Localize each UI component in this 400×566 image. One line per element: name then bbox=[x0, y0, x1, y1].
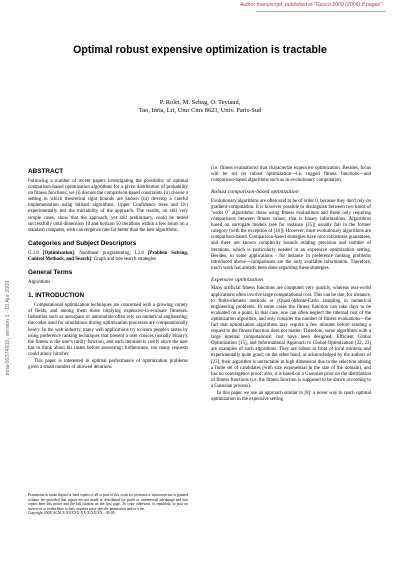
right-paragraph-0: (i.e. fitness evaluations) that characterize expensive optimization. Besides, focus will be set on robust optimization—i.e. rugged fitness functions—and comparison-based algorithms such as in evolutionary computation. bbox=[211, 166, 371, 184]
expensive-heading: Expensive optimization bbox=[211, 276, 264, 283]
categories-heading: Categories and Subject Descriptors bbox=[28, 239, 137, 247]
header-rule bbox=[256, 11, 386, 12]
author-names: P. Rolet, M. Sebag, O. Teytaud, bbox=[159, 99, 241, 106]
approach-paragraph: In this paper we use an approach similar to [8]: a novel way to reach optimal optimization in the expensive setting bbox=[211, 391, 371, 403]
abstract-text: Following a number of recent papers investigating the possibility of optimal comparison-based optimization algorithms for a given distribution of probability on fitness functions, we (i) discuss the comparison-based constraints (ii) choose a setting in which theoretical tight bounds are known (iii) develop a careful implementation using billiard algorithms, Upper Confidence trees and (iv) experimentally test the tractability of the approach. The results, on still very simple cases, show that the approach, yet still preliminary, could be tested successfully until dimension 10 and horizon 50 iterations within a few hours on a standard computer, with convergence rate far better than the best algorithms. bbox=[28, 179, 188, 233]
general-terms-heading: General Terms bbox=[28, 269, 73, 277]
left-column bbox=[28, 168, 188, 372]
side-identifier bbox=[1, 238, 15, 418]
robust-paragraph: Evolutionary algorithms are often said to be of order 0, because they don't rely on gradient-computation. It is however possible to distinguish between two kinds of "order 0" algorithms: those using fitness evaluations and those only requiring comparisons between fitness values, that is binary informations. Algorithms based on surrogate models (see for instance [25]) usually fall in the former category (with the exception of [16]). However, most evolutionary algorithms are comparison-based. Comparison-based strategies have nice robustness guarantees, and there are known complexity bounds relating precision and number of iterations, which is particularly needed in an expensive optimization setting. Besides, in some applications - for instance in preference ranking problems introduced above—comparisons are the only available information. Therefore, much work has already been done regarding these strategies. bbox=[211, 198, 371, 271]
author-affiliation: Tao, Inria, Lri, Umr Cnrs 8623, Univ. Paris-Sud bbox=[138, 107, 262, 114]
introduction-paragraph-1: Computational optimization techniques are concerned with a growing variety of fields, and among them those implying expensive-to-evaluate fitnesses. Industries such as aerospace or automobile often rely on numerical engineering; the codes used for simulations during optimization processes are computationally heavy. In the web industry, many web applications try to learn people's tastes by using preference ranking techniques that present a user choices (usually binary): the fitness is the user's utility function, and each iteration is costly since the user has to think about his tastes before answering; furthermore, too many requests could annoy him/her. bbox=[28, 303, 188, 357]
general-terms-text: Algorithms bbox=[28, 280, 51, 286]
paper-title: Optimal robust expensive optimization is tractable bbox=[73, 44, 327, 56]
header-bar bbox=[0, 0, 400, 14]
abstract-heading: ABSTRACT bbox=[28, 168, 64, 175]
expensive-paragraph: Many artificial fitness functions are computed very quickly, whereas real-world applications often involve large computational cost. This can be due, for instance, to finite-element methods or (Quasi-)Monte-Carlo sampling in numerical engineering problems. In some cases the fitness function can take days to be evaluated on a point. In that case, one can often neglect the internal cost of the optimization algorithm, and only consider the number of fitness evaluations—the fact that optimization algorithms may require a few minutes before sending a request to the fitness function does not matter. Therefore, some algorithms with a large internal computational cost have been designed: Efficient Global Optimization [15], and Informational Approach to Global Optimization [22, 23] are examples of such algorithms. They are robust in front of local minima, and experimentally quite good; on the other hand, as acknowledged by the authors of [23], their algorithm is untractable in high dimension due to the selection among a finite set of candidates (with size exponential in the size of the domain), and has no convergence proof; also, it is based on a Gaussian prior on the distribution of fitness functions (i.e. the fitness function is supposed to be drawn according to a Gaussian process). bbox=[211, 286, 371, 389]
right-column bbox=[211, 166, 371, 404]
introduction-heading: 1. INTRODUCTION bbox=[28, 292, 85, 300]
side-identifier-text: inria-00374910, version 1 - 10 Apr 2009 bbox=[5, 280, 11, 376]
permission-footnote: Permission to make digital or hard copies of all or part of this work for personal or classroom use is granted without fee provided that copies are not made or distributed for profit or commercial advantage and that copies bear this notice and the full citation on the first page. To copy otherwise, to republish, to post on servers or to redistribute to lists, requires prior specific permission and/or a fee. Copyright 200X ACM X-XXXXX-XX-X/XX/XX ...$5.00. bbox=[28, 493, 188, 516]
manuscript-note: Author manuscript, published in "Gecco 2009 (2009) 8 pages" bbox=[239, 2, 382, 8]
introduction-paragraph-2: This paper is interested in optimal performance of optimization problems given a small number of allowed iterations bbox=[28, 358, 188, 371]
categories-text: G.1.6 [Optimization]: Nonlinear programming; I.2.8 [Problem Solving, Control Methods, and Search]: Graph and tree search strategies bbox=[28, 250, 188, 262]
robust-heading: Robust comparison-based optimization bbox=[211, 189, 299, 196]
